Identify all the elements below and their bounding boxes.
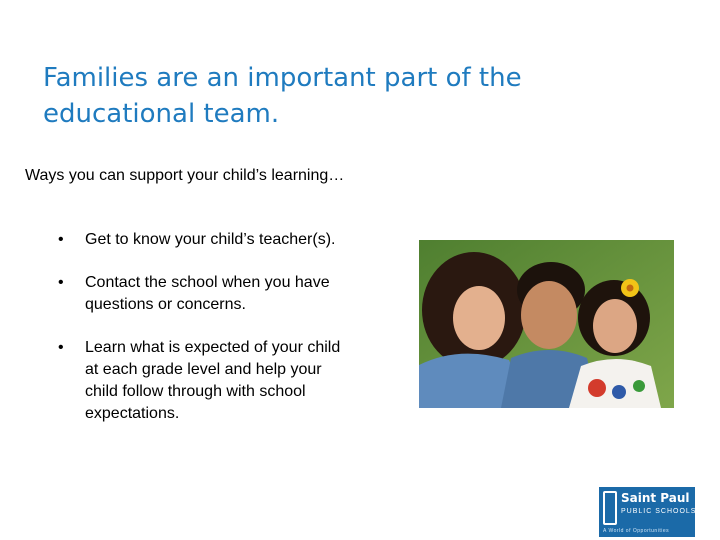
bullet-dot-icon: • bbox=[58, 339, 64, 356]
logo-tagline: A World of Opportunities bbox=[603, 528, 670, 534]
bullet-text: Contact the school when you have questions or concerns. bbox=[85, 274, 330, 313]
logo-mark-icon bbox=[603, 491, 617, 525]
bullet-dot-icon: • bbox=[58, 231, 64, 248]
subtitle: Ways you can support your child’s learning… bbox=[25, 167, 345, 184]
list-item bbox=[58, 272, 358, 316]
list-item bbox=[58, 337, 358, 425]
bullet-text: Get to know your child’s teacher(s). bbox=[85, 231, 336, 248]
title-line-2: educational team. bbox=[43, 99, 280, 129]
saint-paul-public-schools-logo bbox=[599, 487, 695, 537]
slide-title bbox=[43, 60, 603, 132]
family-photo-illustration bbox=[419, 240, 674, 408]
title-line-1: Families are an important part of the bbox=[43, 63, 522, 93]
bullet-list bbox=[58, 229, 358, 446]
bullet-text: Learn what is expected of your child at each grade level and help your child follow through with school expectations. bbox=[85, 339, 341, 422]
list-item bbox=[58, 229, 358, 251]
family-photo bbox=[419, 240, 674, 408]
logo-subname: PUBLIC SCHOOLS bbox=[621, 508, 697, 515]
logo-name: Saint Paul bbox=[621, 491, 690, 505]
bullet-dot-icon: • bbox=[58, 274, 64, 291]
